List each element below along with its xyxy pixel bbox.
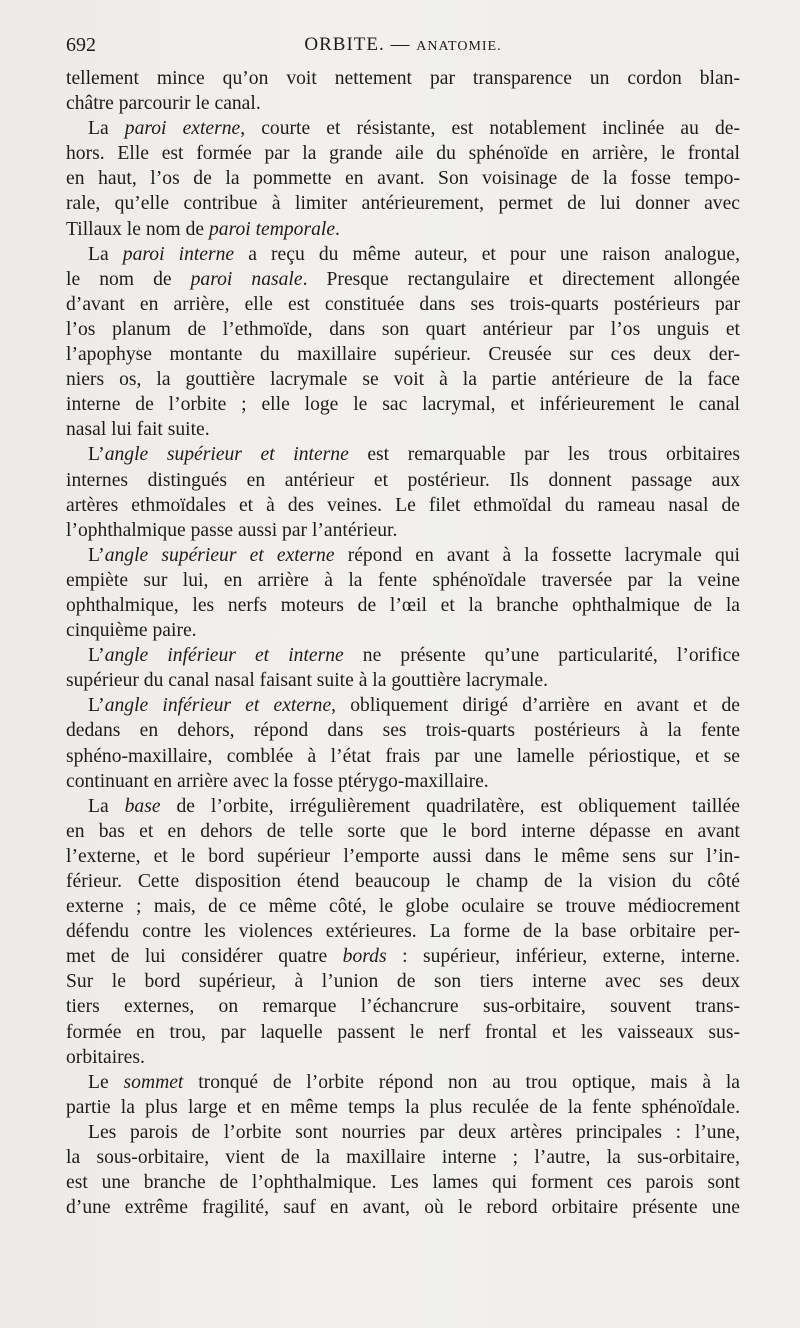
text-run: d’une extrême fragilité, sauf en avant, où le rebord orbitaire présente une: [66, 1197, 740, 1219]
text-line: [66, 217, 740, 242]
italic-term: angle supérieur et externe: [104, 544, 335, 566]
text-line: [66, 518, 740, 543]
text-run: dedans en dehors, répond dans ses trois-quarts postérieurs à la fente: [66, 720, 740, 742]
text-run: la sous-orbitaire, vient de la maxillaire interne ; l’autre, la sus-orbitaire,: [66, 1147, 740, 1169]
text-run: châtre parcourir le canal.: [66, 93, 261, 115]
text-run: défendu contre les violences extérieures. La forme de la base orbitaire per-: [66, 921, 740, 943]
text-run: nasal lui fait suite.: [66, 419, 210, 441]
text-line: [66, 242, 740, 267]
text-run: internes distingués en antérieur et postérieur. Ils donnent passage aux: [66, 469, 740, 491]
running-head: [66, 34, 740, 56]
text-line: [66, 166, 740, 191]
text-run: La: [88, 795, 125, 817]
text-line: [66, 1045, 740, 1070]
text-run: Tillaux le nom de: [66, 218, 209, 240]
italic-term: angle inférieur et externe: [104, 695, 332, 717]
text-run: met de lui considérer quatre: [66, 946, 343, 968]
italic-term: angle inférieur et interne: [104, 645, 344, 667]
text-run: l’apophyse montante du maxillaire supérieur. Creusée sur ces deux der-: [66, 344, 740, 366]
text-run: rale, qu’elle contribue à limiter antérieurement, permet de lui donner avec: [66, 193, 740, 215]
italic-term: paroi nasale: [190, 268, 303, 290]
text-line: [66, 718, 740, 743]
text-line: [66, 969, 740, 994]
text-line: [66, 367, 740, 392]
text-line: [66, 668, 740, 693]
text-line: [66, 593, 740, 618]
text-run: empiète sur lui, en arrière à la fente sphénoïdale traversée par la veine: [66, 569, 740, 591]
running-head-title: ORBITE.: [304, 34, 385, 55]
text-line: [66, 568, 740, 593]
text-line: [66, 944, 740, 969]
italic-term: paroi temporale: [208, 218, 336, 240]
text-run: d’avant en arrière, elle est constituée dans ses trois-quarts postérieurs par: [66, 293, 740, 315]
text-line: [66, 141, 740, 166]
text-line: [66, 417, 740, 442]
text-run: , obliquement dirigé d’arrière en avant et de: [331, 695, 740, 717]
text-run: l’ophthalmique passe aussi par l’antérieur.: [66, 519, 398, 541]
text-run: . Presque rectangulaire et directement allongée: [302, 268, 740, 290]
text-line: [66, 1095, 740, 1120]
italic-term: paroi externe: [124, 118, 241, 140]
italic-term: angle supérieur et interne: [104, 444, 349, 466]
italic-term: bords: [342, 946, 387, 968]
text-line: [66, 1170, 740, 1195]
text-run: partie la plus large et en même temps la plus reculée de la fente sphénoïdale.: [66, 1096, 740, 1118]
text-run: externe ; mais, de ce même côté, le globe oculaire se trouve médiocrement: [66, 896, 740, 918]
text-line: [66, 342, 740, 367]
page-number: 692: [66, 34, 96, 56]
text-line: [66, 869, 740, 894]
text-line: [66, 292, 740, 317]
text-run: est remarquable par les trous orbitaires: [348, 444, 740, 466]
text-line: [66, 844, 740, 869]
text-run: le nom de: [66, 268, 191, 290]
text-line: [66, 769, 740, 794]
text-line: [66, 442, 740, 467]
text-run: L’: [88, 444, 105, 466]
text-line: [66, 317, 740, 342]
text-run: est une branche de l’ophthalmique. Les lames qui forment ces parois sont: [66, 1172, 740, 1194]
text-run: tronqué de l’orbite répond non au trou optique, mais à la: [183, 1071, 740, 1093]
italic-term: sommet: [123, 1071, 184, 1093]
text-run: Le: [88, 1071, 124, 1093]
text-run: en haut, l’os de la pommette en avant. Son voisinage de la fosse tempo-: [66, 168, 740, 190]
text-run: tiers externes, on remarque l’échancrure sus-orbitaire, souvent trans-: [66, 996, 740, 1018]
running-head-subtitle: ANATOMIE.: [416, 39, 502, 54]
text-line: [66, 91, 740, 116]
text-run: férieur. Cette disposition étend beaucoup le champ de la vision du côté: [66, 871, 740, 892]
text-line: [66, 1070, 740, 1095]
text-run: cinquième paire.: [66, 620, 197, 642]
text-line: [66, 493, 740, 518]
text-run: ophthalmique, les nerfs moteurs de l’œil et la branche ophthalmique de la: [66, 594, 740, 616]
text-run: de l’orbite, irrégulièrement quadrilatère, est obliquement taillée: [160, 795, 740, 817]
text-line: [66, 1145, 740, 1170]
text-line: [66, 267, 740, 292]
text-run: L’: [88, 645, 105, 667]
text-run: orbitaires.: [66, 1046, 145, 1068]
text-run: .: [335, 218, 340, 240]
text-run: niers os, la gouttière lacrymale se voit à la partie antérieure de la face: [66, 369, 740, 391]
text-line: [66, 919, 740, 944]
text-run: l’os planum de l’ethmoïde, dans son quart antérieur par l’os unguis et: [66, 318, 740, 340]
body-text: [66, 66, 740, 1220]
text-run: interne de l’orbite ; elle loge le sac lacrymal, et inférieurement le canal: [66, 394, 740, 416]
text-run: l’externe, et le bord supérieur l’emporte aussi dans le même sens sur l’in-: [66, 845, 740, 867]
text-line: [66, 468, 740, 493]
text-run: répond en avant à la fossette lacrymale qui: [334, 544, 740, 566]
text-run: continuant en arrière avec la fosse ptérygo-maxillaire.: [66, 770, 489, 792]
text-line: [66, 693, 740, 718]
text-run: L’: [88, 544, 105, 566]
text-run: supérieur du canal nasal faisant suite à la gouttière lacrymale.: [66, 670, 549, 692]
text-run: hors. Elle est formée par la grande aile du sphénoïde en arrière, le frontal: [66, 143, 740, 165]
italic-term: paroi interne: [122, 243, 235, 265]
text-line: [66, 116, 740, 141]
text-line: [66, 744, 740, 769]
text-line: [66, 894, 740, 919]
italic-term: base: [124, 795, 161, 817]
page-header: [66, 34, 740, 64]
text-run: a reçu du même auteur, et pour une raison analogue,: [234, 243, 740, 265]
text-run: Sur le bord supérieur, à l’union de son tiers interne avec ses deux: [66, 971, 740, 993]
text-line: [66, 643, 740, 668]
text-run: La: [88, 243, 123, 265]
running-head-dash: —: [390, 34, 411, 55]
text-line: [66, 794, 740, 819]
text-run: L’: [88, 695, 105, 717]
text-run: ne présente qu’une particularité, l’orifice: [343, 645, 740, 667]
text-line: [66, 1195, 740, 1220]
text-line: [66, 392, 740, 417]
text-run: La: [88, 118, 125, 140]
text-line: [66, 1020, 740, 1045]
text-line: [66, 819, 740, 844]
text-line: [66, 1120, 740, 1145]
text-run: formée en trou, par laquelle passent le nerf frontal et les vaisseaux sus-: [66, 1021, 740, 1043]
text-run: en bas et en dehors de telle sorte que le bord interne dépasse en avant: [66, 820, 740, 842]
text-run: : supérieur, inférieur, externe, interne.: [386, 946, 740, 968]
text-line: [66, 191, 740, 216]
text-run: , courte et résistante, est notablement inclinée au de-: [240, 118, 740, 140]
text-line: [66, 994, 740, 1019]
text-run: artères ethmoïdales et à des veines. Le filet ethmoïdal du rameau nasal de: [66, 494, 740, 516]
text-run: sphéno-maxillaire, comblée à l’état frais par une lamelle périostique, et se: [66, 745, 740, 767]
text-line: [66, 66, 740, 91]
text-run: Les parois de l’orbite sont nourries par deux artères principales : l’une,: [88, 1121, 740, 1143]
text-line: [66, 543, 740, 568]
text-line: [66, 618, 740, 643]
text-run: tellement mince qu’on voit nettement par transparence un cordon blan-: [66, 68, 740, 89]
